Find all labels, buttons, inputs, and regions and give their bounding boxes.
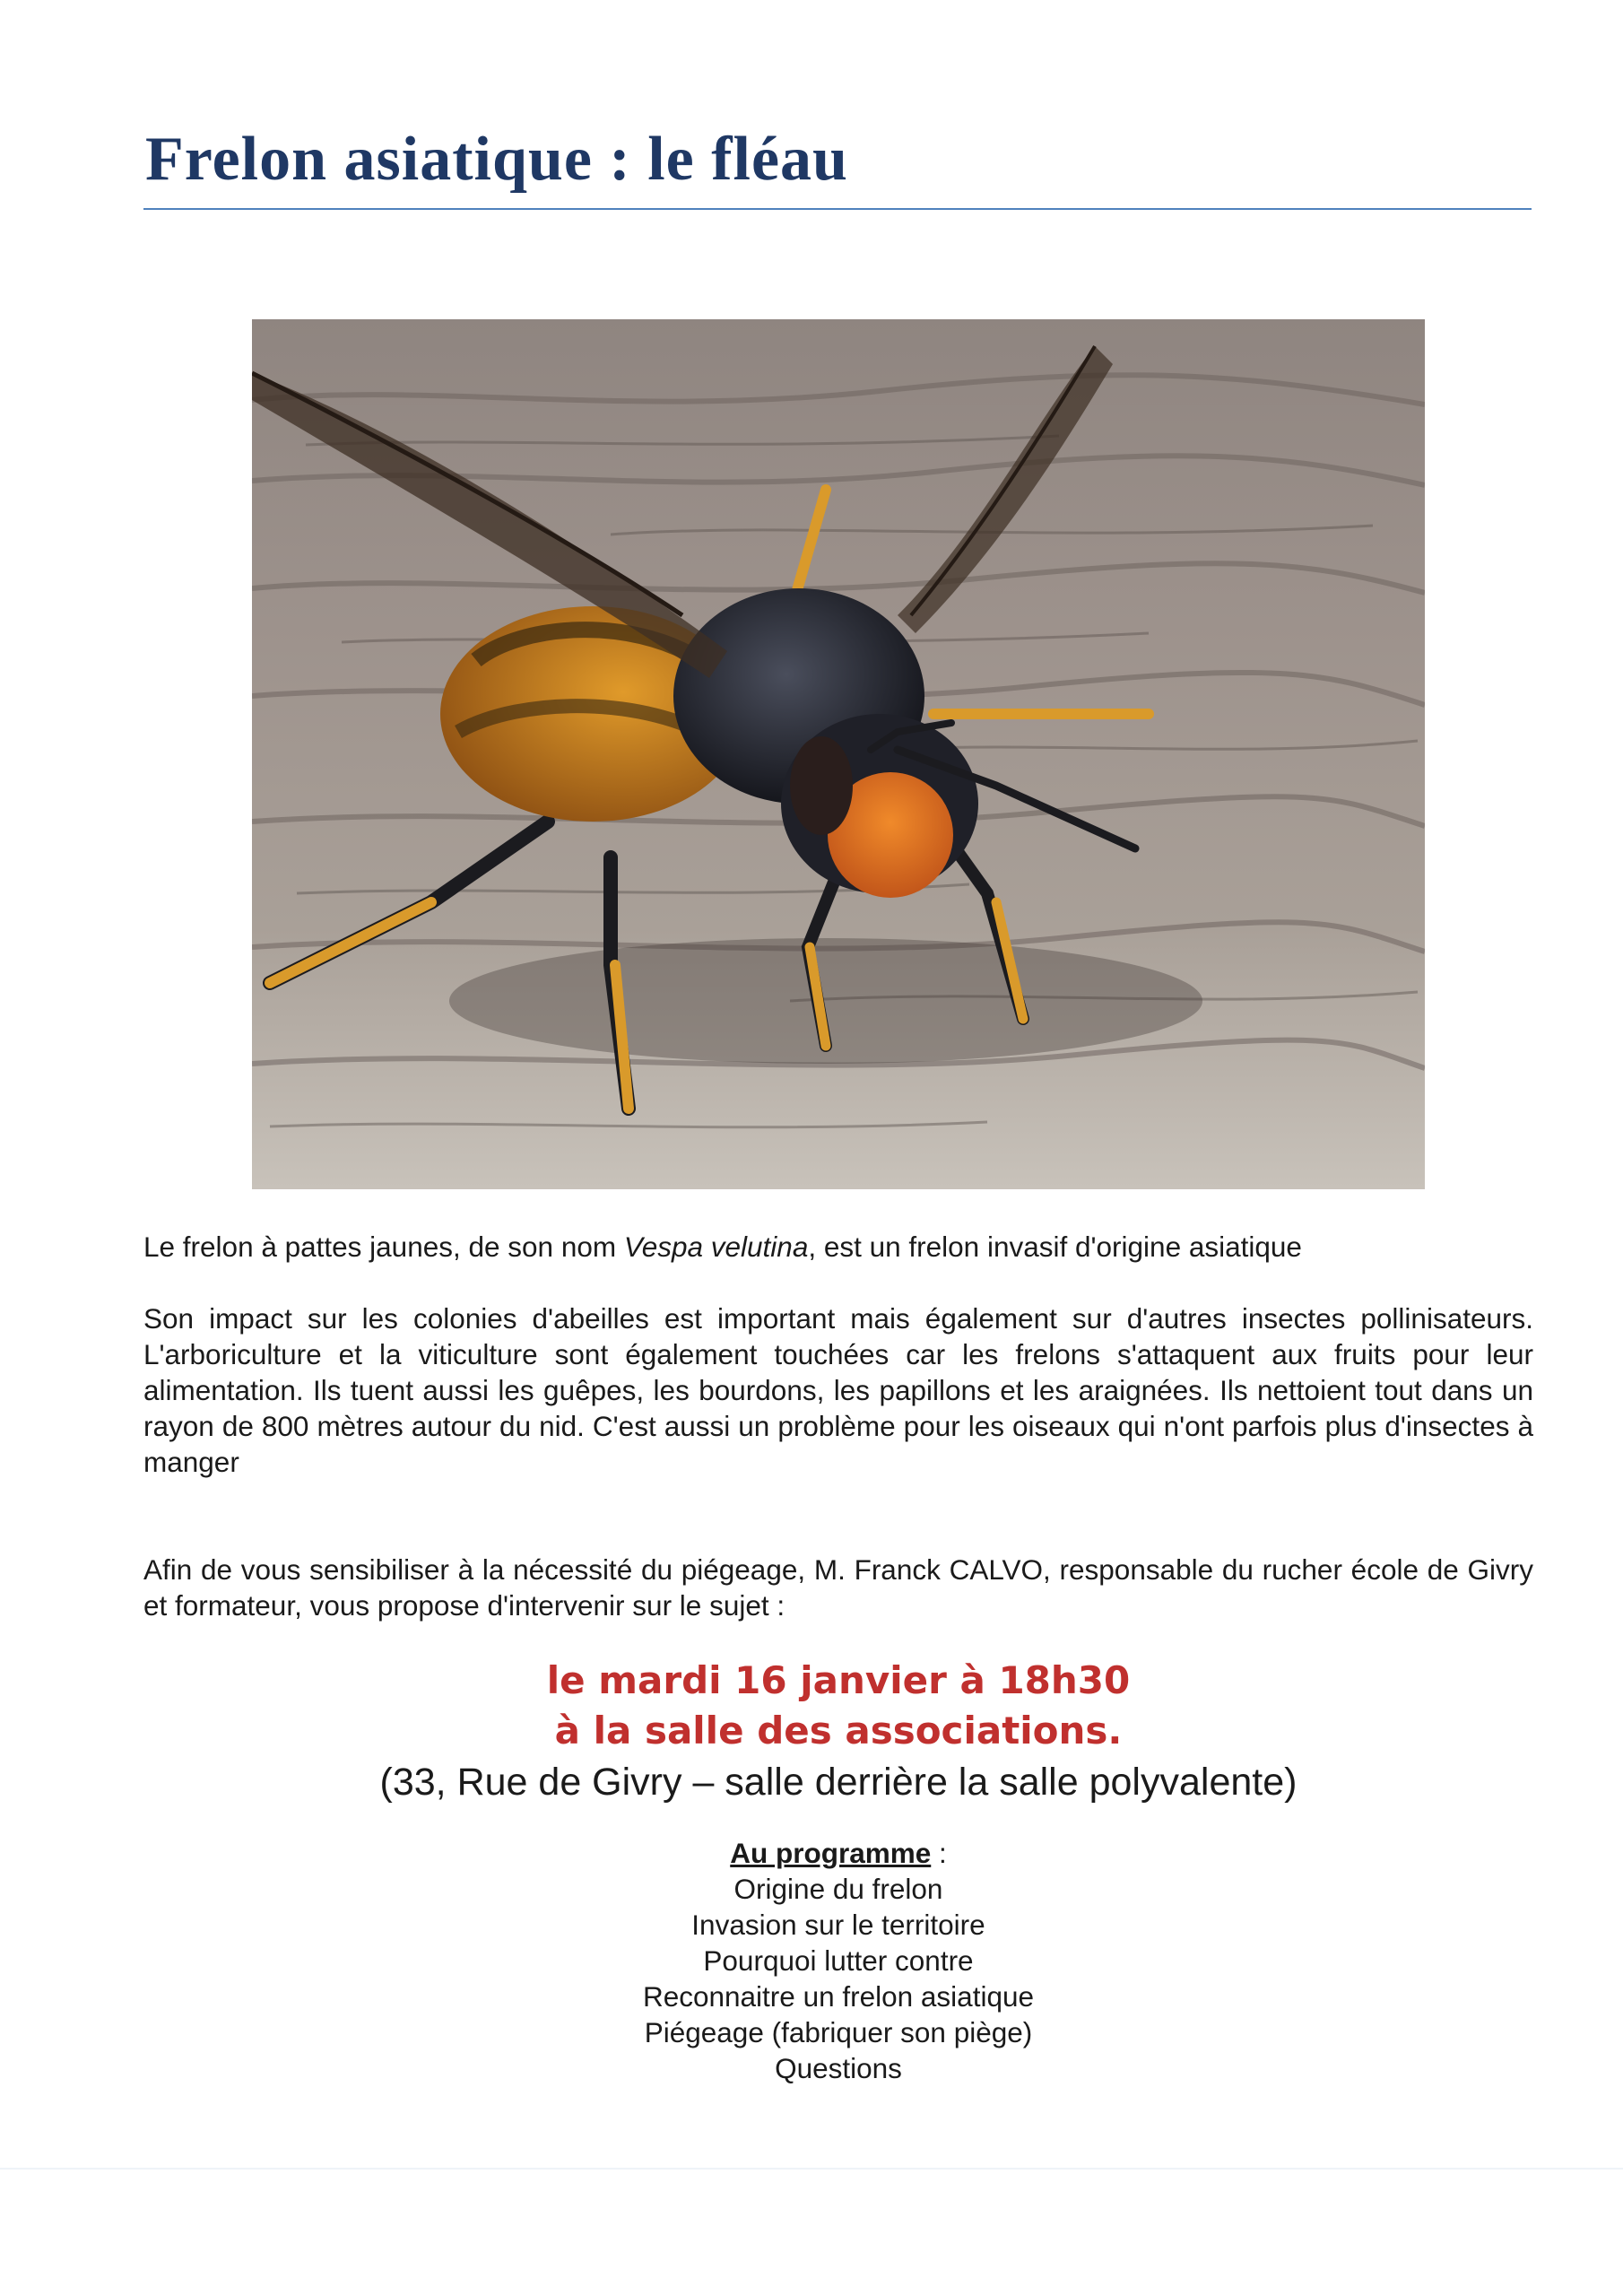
- hornet-photo: [252, 319, 1425, 1189]
- intro-text-before: Le frelon à pattes jaunes, de son nom: [143, 1231, 624, 1263]
- program-block: [143, 1835, 1533, 2086]
- species-name: Vespa velutina: [623, 1231, 809, 1263]
- program-heading-suffix: :: [931, 1837, 947, 1869]
- impact-paragraph: Son impact sur les colonies d'abeilles est important mais également sur d'autres insectes pollinisateurs. L'arboriculture et la viticulture sont également touchées car les frelons s'attaquent aux fruits pour leur alimentation. Ils tuent aussi les guêpes, les bourdons, les papillons et les araignées. Ils nettoient tout dans un rayon de 800 mètres autour du nid. C'est aussi un problème pour les oiseaux qui n'ont parfois plus d'insectes à manger: [143, 1302, 1533, 1478]
- intro-paragraph: [143, 1229, 1533, 1265]
- invite-paragraph: Afin de vous sensibiliser à la nécessité du piégeage, M. Franck CALVO, responsable du rucher école de Givry et formateur, vous propose d'intervenir sur le sujet :: [143, 1553, 1533, 1622]
- program-item: Origine du frelon: [733, 1873, 943, 1905]
- intro-text-after: , est un frelon invasif d'origine asiatique: [808, 1231, 1302, 1263]
- event-place: à la salle des associations.: [554, 1709, 1123, 1752]
- program-item: Reconnaitre un frelon asiatique: [642, 1980, 1035, 2013]
- title-underline: [143, 208, 1532, 210]
- footer-divider: [0, 2168, 1623, 2170]
- program-item: Piégeage (fabriquer son piège): [644, 2016, 1033, 2048]
- program-heading: Au programme: [730, 1837, 932, 1869]
- program-heading-line: [143, 1835, 1533, 1871]
- event-block: [143, 1656, 1533, 1808]
- page-title: Frelon asiatique : le fléau: [145, 125, 848, 194]
- event-address: (33, Rue de Givry – salle derrière la salle polyvalente): [379, 1761, 1298, 1804]
- program-item: Pourquoi lutter contre: [703, 1944, 974, 1977]
- program-item: Invasion sur le territoire: [691, 1909, 985, 1941]
- program-item: Questions: [775, 2052, 902, 2084]
- event-date: le mardi 16 janvier à 18h30: [546, 1658, 1131, 1702]
